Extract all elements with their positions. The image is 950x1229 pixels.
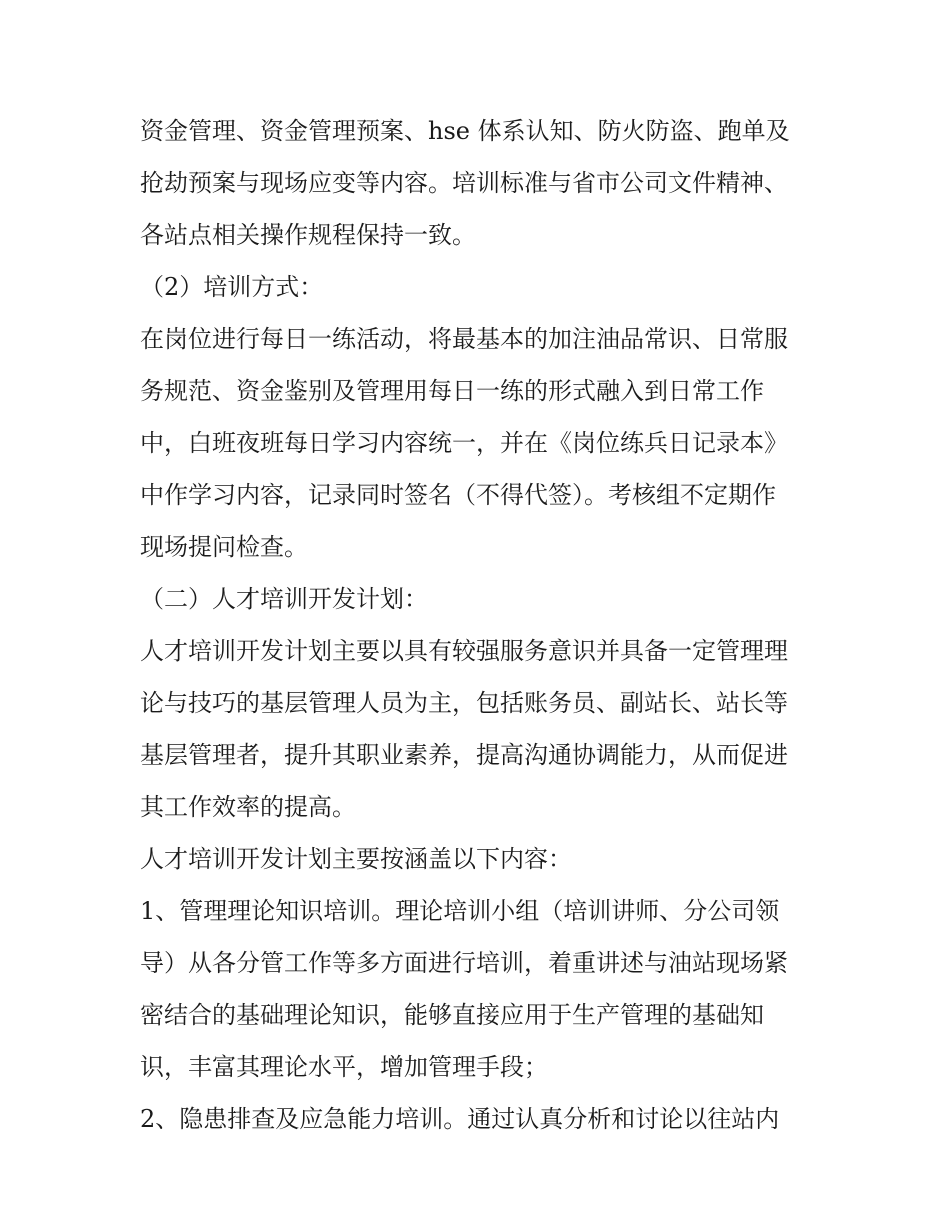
text-line: 其工作效率的提高。 <box>140 793 356 821</box>
text-line: 各站点相关操作规程保持一致。 <box>140 221 476 249</box>
text-line: 论与技巧的基层管理人员为主，包括账务员、副站长、站长等 <box>140 689 788 717</box>
section-heading-talent-plan: （二）人才培训开发计划： <box>140 585 428 613</box>
text-line: 识，丰富其理论水平，增加管理手段； <box>140 1053 548 1081</box>
text-line: 人才培训开发计划主要按涵盖以下内容： <box>140 845 572 873</box>
document-body <box>140 105 820 1145</box>
text-line: 在岗位进行每日一练活动，将最基本的加注油品常识、日常服 <box>140 325 788 353</box>
section-heading-training-method: （2）培训方式： <box>140 273 324 301</box>
text-line: 基层管理者，提升其职业素养，提高沟通协调能力，从而促进 <box>140 741 788 769</box>
text-line: 资金管理、资金管理预案、hse 体系认知、防火防盗、跑单及 <box>140 117 790 145</box>
text-line: 人才培训开发计划主要以具有较强服务意识并具备一定管理理 <box>140 637 788 665</box>
list-item-2: 2、隐患排查及应急能力培训。通过认真分析和讨论以往站内 <box>140 1105 780 1133</box>
text-line: 现场提问检查。 <box>140 533 308 561</box>
text-line: 务规范、资金鉴别及管理用每日一练的形式融入到日常工作 <box>140 377 764 405</box>
list-item-1: 1、管理理论知识培训。理论培训小组（培训讲师、分公司领 <box>140 897 780 925</box>
text-line: 中，白班夜班每日学习内容统一，并在《岗位练兵日记录本》 <box>140 429 788 457</box>
text-line: 密结合的基础理论知识，能够直接应用于生产管理的基础知 <box>140 1001 764 1029</box>
text-line: 导）从各分管工作等多方面进行培训，着重讲述与油站现场紧 <box>140 949 788 977</box>
text-line: 抢劫预案与现场应变等内容。培训标准与省市公司文件精神、 <box>140 169 788 197</box>
text-line: 中作学习内容，记录同时签名（不得代签）。考核组不定期作 <box>140 481 776 509</box>
